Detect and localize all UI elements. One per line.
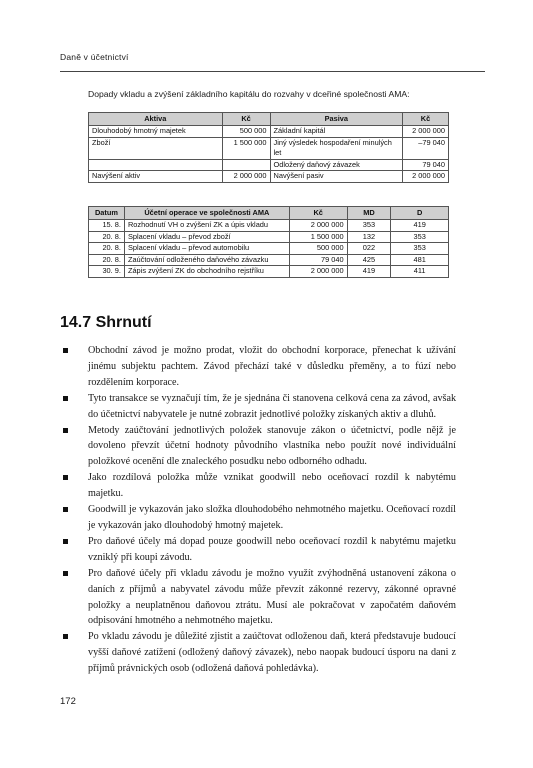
list-item-text: Goodwill je vykazován jako složka dlouhodobého nehmotného majetku. Oceňovací rozdíl je vykazován jako dlouhodobý hmotný majetek.: [88, 504, 456, 531]
table-cell: 411: [391, 266, 449, 278]
table-cell: Zaúčtování odloženého daňového závazku: [124, 254, 289, 266]
table-cell: 2 000 000: [289, 220, 347, 232]
table-cell: 353: [347, 220, 391, 232]
list-item: [60, 534, 456, 566]
table-row: [89, 243, 449, 255]
table-cell: [89, 159, 223, 171]
bullet-square-icon: [63, 507, 68, 512]
column-header: Kč: [222, 113, 270, 126]
table-cell: Rozhodnutí VH o zvýšení ZK a úpis vkladu: [124, 220, 289, 232]
table-cell: 2 000 000: [289, 266, 347, 278]
balance-table: [88, 112, 449, 183]
table-row: [89, 231, 449, 243]
table-cell: Dlouhodobý hmotný majetek: [89, 126, 223, 138]
table-cell: Odložený daňový závazek: [270, 159, 403, 171]
table-cell: 30. 9.: [89, 266, 125, 278]
page-number: 172: [60, 696, 76, 707]
list-item: [60, 629, 456, 677]
table-cell: Navýšení aktiv: [89, 171, 223, 183]
table-cell: 2 000 000: [222, 171, 270, 183]
table-row: [89, 126, 449, 138]
table-header-row: [89, 113, 449, 126]
table-row: [89, 254, 449, 266]
section-heading: 14.7 Shrnutí: [60, 314, 152, 331]
table-cell: Zápis zvýšení ZK do obchodního rejstříku: [124, 266, 289, 278]
table-cell: –79 040: [403, 137, 449, 159]
column-header: Kč: [403, 113, 449, 126]
table-row: [89, 159, 449, 171]
table-row: [89, 220, 449, 232]
table-cell: 353: [391, 231, 449, 243]
running-header: Daně v účetnictví: [60, 52, 129, 62]
table-cell: 20. 8.: [89, 243, 125, 255]
table-cell: 20. 8.: [89, 231, 125, 243]
table-cell: 2 000 000: [403, 126, 449, 138]
list-item-text: Jako rozdílová položka může vznikat goodwill nebo oceňovací rozdíl k nabytému majetku.: [88, 472, 456, 500]
table-cell: 1 500 000: [289, 231, 347, 243]
column-header: MD: [347, 207, 391, 220]
list-item-text: Po vkladu závodu je důležité zjistit a zaúčtovat odloženou daň, která představuje budoucí vyšší daňové zatížení (odložený daňový závazek), nebo naopak budoucí úsporu na dani z příjmů právnických osob (odložená daňová pohledávka).: [88, 631, 456, 675]
table-cell: 481: [391, 254, 449, 266]
list-item-text: Pro daňové účely při vkladu závodu je možno využít zvýhodněná ustanovení zákona o daních z příjmů a nabyvatel závodu může převzít zákonné rezervy, zákonné opravné položky a neuplatněnou daňovou ztrátu. Musí ale pokračovat v započatém daňovém odpisování hmotného a nehmotného majetku.: [88, 567, 456, 627]
table-cell: Jiný výsledek hospodaření minulých let: [270, 137, 403, 159]
operations-table: [88, 206, 449, 278]
list-item: [60, 343, 456, 391]
column-header: Pasiva: [270, 113, 403, 126]
column-header: D: [391, 207, 449, 220]
table-cell: Navýšení pasiv: [270, 171, 403, 183]
bullet-square-icon: [63, 396, 68, 401]
table-cell: 419: [391, 220, 449, 232]
table-cell: 500 000: [289, 243, 347, 255]
bullet-square-icon: [63, 539, 68, 544]
table-cell: Splacení vkladu – převod zboží: [124, 231, 289, 243]
table-cell: 500 000: [222, 126, 270, 138]
column-header: Datum: [89, 207, 125, 220]
table-row: [89, 171, 449, 183]
table-cell: 79 040: [289, 254, 347, 266]
table-cell: 419: [347, 266, 391, 278]
column-header: Kč: [289, 207, 347, 220]
table-header-row: [89, 207, 449, 220]
table-cell: 20. 8.: [89, 254, 125, 266]
table-cell: Zboží: [89, 137, 223, 159]
table-cell: [222, 159, 270, 171]
table-cell: 1 500 000: [222, 137, 270, 159]
bullet-square-icon: [63, 348, 68, 353]
header-divider: [60, 71, 485, 72]
bullet-square-icon: [63, 428, 68, 433]
list-item-text: Obchodní závod je možno prodat, vložit do obchodní korporace, přenechat k užívání jinému subjektu pachtem. Závod přechází také v důsledku přeměny, a to fúzí nebo rozdělením korporace.: [88, 345, 456, 388]
list-item: [60, 502, 456, 534]
list-item-text: Pro daňové účely má dopad pouze goodwill nebo oceňovací rozdíl k nabytému majetku vzniklý při koupi závodu.: [88, 535, 456, 563]
table-cell: 022: [347, 243, 391, 255]
table-row: [89, 137, 449, 159]
list-item: [60, 470, 456, 502]
table-cell: 15. 8.: [89, 220, 125, 232]
table-cell: 2 000 000: [403, 171, 449, 183]
table-cell: Splacení vkladu – převod automobilu: [124, 243, 289, 255]
bullet-square-icon: [63, 634, 68, 639]
table-row: [89, 266, 449, 278]
list-item-text: Tyto transakce se vyznačují tím, že je sjednána či stanovena celková cena za závod, avšak do účetnictví nabyvatele je nutné zobrazit jednotlivé položky získaných aktiv a dluhů.: [88, 392, 456, 420]
column-header: Účetní operace ve společnosti AMA: [124, 207, 289, 220]
table-caption: Dopady vkladu a zvýšení základního kapitálu do rozvahy v dceřiné společnosti AMA:: [88, 89, 410, 99]
table-cell: 79 040: [403, 159, 449, 171]
summary-list: [60, 343, 456, 677]
column-header: Aktiva: [89, 113, 223, 126]
bullet-square-icon: [63, 571, 68, 576]
list-item: [60, 566, 456, 630]
list-item-text: Metody zaúčtování jednotlivých položek stanovuje zákon o účetnictví, podle nějž je dovoleno převzít účetní hodnoty původního vlastníka nebo použít nové individuální položkové ocenění dle znaleckého posudku nebo odborného odhadu.: [88, 424, 456, 468]
list-item: [60, 423, 456, 471]
list-item: [60, 391, 456, 423]
table-cell: 353: [391, 243, 449, 255]
bullet-square-icon: [63, 475, 68, 480]
table-cell: 132: [347, 231, 391, 243]
table-cell: 425: [347, 254, 391, 266]
table-cell: Základní kapitál: [270, 126, 403, 138]
